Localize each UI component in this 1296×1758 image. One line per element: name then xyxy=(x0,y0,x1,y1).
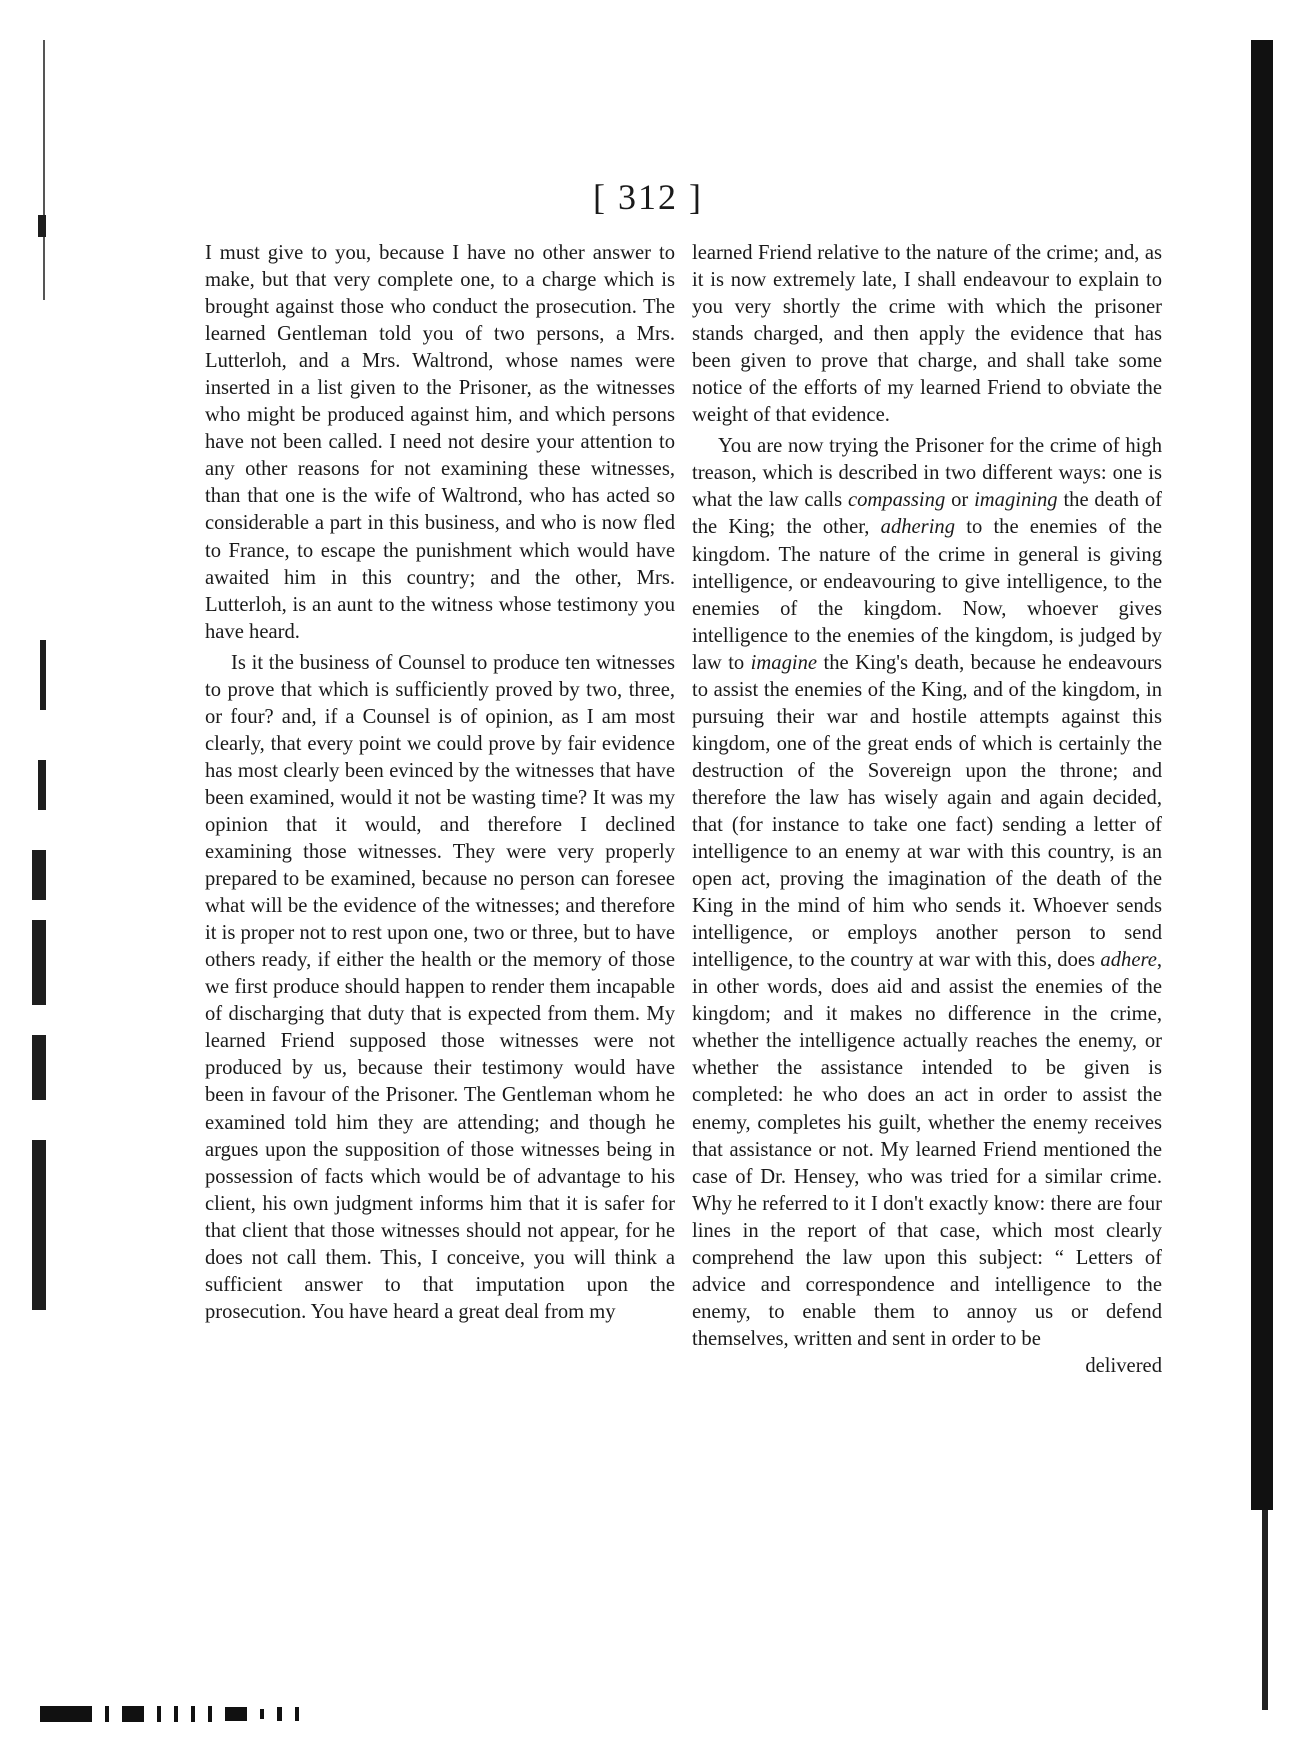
scan-edge-marks-bottom xyxy=(40,1705,308,1725)
italic-term: compassing xyxy=(848,489,946,512)
text-run: or xyxy=(945,489,975,512)
scan-edge-mark-left xyxy=(32,850,46,900)
paragraph xyxy=(692,433,1162,1353)
text-run: the King's death, because he endeavours to assist the enemies of the King, and of the kingdom, in pursuing their war and hostile attempts against this kingdom, one of the great ends of which is certainly the destruction of the Sovereign upon the throne; and therefore the law has wisely again and again decided, that (for instance to take one fact) sending a letter of intelligence to an enemy at war with this country, is an open act, proving the imagination of the death of the King in the mind of him who sends it. Whoever sends intelligence, or employs another person to send intelligence, to the country at war with this, does xyxy=(692,651,1162,972)
text-run: to the enemies of the kingdom. The nature of the crime in general is giving intelligence, or endeavouring to give intelligence, to the enemies of the kingdom. Now, whoever gives intelligence to the enemies of the kingdom, is judged by law to xyxy=(692,516,1162,674)
text-column-left xyxy=(205,240,675,1326)
scan-edge-mark-left xyxy=(32,1035,46,1100)
catchword: delivered xyxy=(1085,1354,1162,1377)
text-run: the death of the King; the other, xyxy=(692,489,1163,539)
page-number: [ 312 ] xyxy=(593,177,703,217)
italic-term: adhere xyxy=(1100,949,1157,972)
paragraph: I must give to you, because I have no other answer to make, but that very complete one, to a charge which is brought against those who conduct the prosecution. The learned Gentleman told you of two persons, a Mrs. Lutterloh, and a Mrs. Waltrond, whose names were inserted in a list given to the Prisoner, as the witnesses who might be produced against him, and which persons have not been called. I need not desire your attention to any other reasons for not examining these witnesses, than that one is the wife of Waltrond, who has acted so considerable a part in this business, and who is now fled to France, to escape the punishment which would have awaited him in this country; and the other, Mrs. Lutterloh, is an aunt to the witness whose testimony you have heard. xyxy=(205,242,675,643)
italic-term: imagine xyxy=(750,651,818,674)
text-column-right xyxy=(692,240,1162,1380)
scan-edge-mark-left xyxy=(40,640,46,710)
scan-edge-mark-left xyxy=(38,760,46,810)
scan-edge-mark-left xyxy=(38,215,46,237)
italic-term: adhering xyxy=(880,516,956,539)
paragraph: learned Friend relative to the nature of the crime; and, as it is now extremely late, I shall endeavour to explain to you very shortly the crime with which the prisoner stands charged, and then apply the evidence that has been given to prove that charge, and shall take some notice of the efforts of my learned Friend to obviate the weight of that evidence. xyxy=(692,242,1162,427)
text-run: , in other words, does aid and assist the enemies of the kingdom; and it makes no difference in the crime, whether the intelligence actually reaches the enemy, or whether the assistance intended to be given is completed: he who does an act in order to assist the enemy, completes his guilt, whether the enemy receives that assistance or not. My learned Friend mentioned the case of Dr. Hensey, who was tried for a similar crime. Why he referred to it I don't exactly know: there are four lines in the report of that case, which most clearly comprehend the law upon this subject: “ Letters of advice and correspondence and intelligence to the enemy, to enable them to annoy us or defend themselves, written and sent in order to be xyxy=(692,949,1162,1350)
scan-edge-mark-left xyxy=(32,1140,46,1310)
scan-edge-shadow-right-tail xyxy=(1262,1510,1268,1710)
scan-edge-line-left xyxy=(43,40,45,300)
paragraph: Is it the business of Counsel to produce ten witnesses to prove that which is sufficiently proved by two, three, or four? and, if a Counsel is of opinion, as I am most clearly, that every point we could prove by fair evidence has most clearly been evinced by the witnesses that have been examined, would it not be wasting time? It was my opinion that it would, and therefore I declined examining those witnesses. They were very properly prepared to be examined, because no person can foresee what will be the evidence of the witnesses; and therefore it is proper not to rest upon one, two or three, but to have others ready, if either the health or the memory of those we first produce should happen to render them incapable of discharging that duty that is expected from them. My learned Friend supposed those witnesses were not produced by us, because their testimony would have been in favour of the Prisoner. The Gentleman whom he examined told him they are attending; and though he argues upon the supposition of those witnesses being in possession of facts which would be of advantage to his client, his own judgment informs him that it is safer for that client that those witnesses should not appear, for he does not call them. This, I conceive, you will think a sufficient answer to that imputation upon the prosecution. You have heard a great deal from my xyxy=(205,651,675,1323)
italic-term: imagining xyxy=(974,489,1058,512)
text-run: You are now trying the Prisoner for the crime of high treason, which is described in two different ways: one is what the law calls xyxy=(692,435,1162,512)
scan-edge-shadow-right xyxy=(1251,40,1273,1510)
scan-edge-mark-left xyxy=(32,920,46,1005)
